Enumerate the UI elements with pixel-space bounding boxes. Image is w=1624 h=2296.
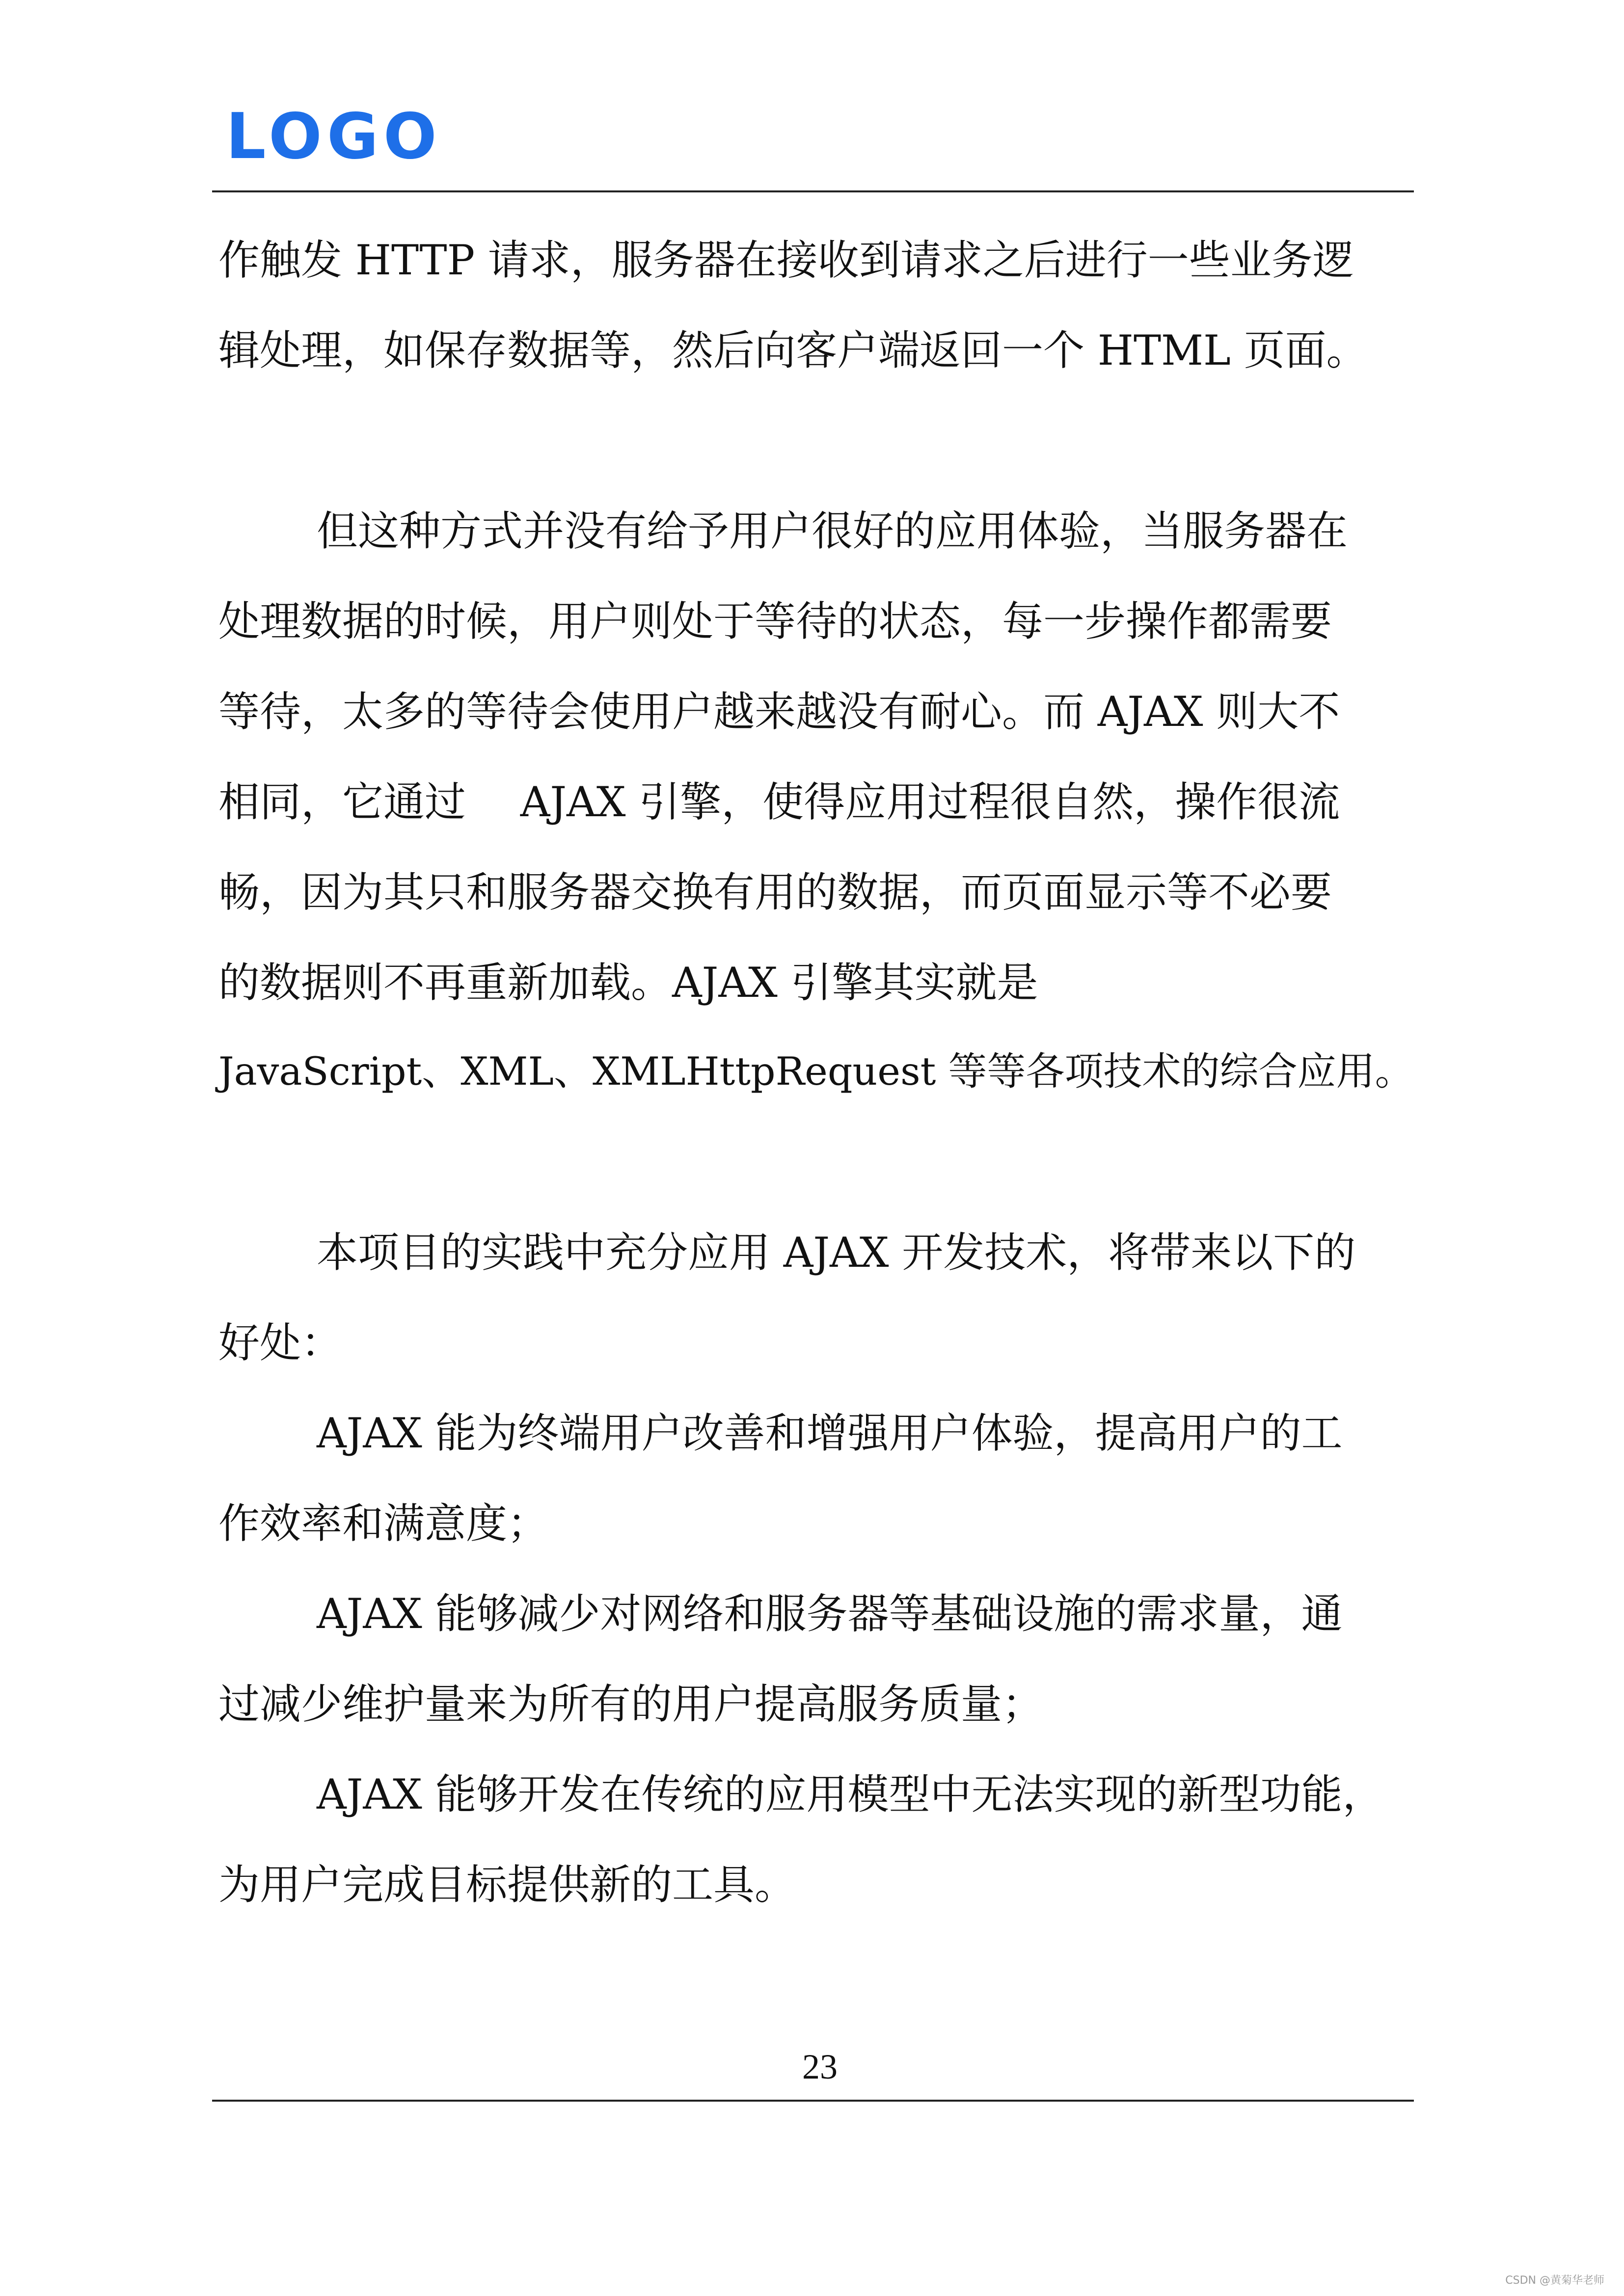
body-line-11: 好处：	[218, 1319, 343, 1367]
body-line-17: 为用户完成目标提供新的工具。	[218, 1861, 796, 1909]
body-line-7: 畅，因为其只和服务器交换有用的数据，而页面显示等不必要	[218, 868, 1332, 916]
page-number: 23	[802, 2047, 838, 2086]
body-line-8: 的数据则不再重新加载。AJAX 引擎其实就是	[218, 959, 1038, 1007]
body-line-1: 作触发 HTTP 请求，服务器在接收到请求之后进行一些业务逻	[218, 236, 1354, 284]
body-line-15: 过减少维护量来为所有的用户提高服务质量；	[218, 1680, 1044, 1728]
body-line-16: AJAX 能够开发在传统的应用模型中无法实现的新型功能，	[317, 1770, 1384, 1818]
body-line-13: 作效率和满意度；	[218, 1499, 549, 1548]
logo: LOGO	[226, 100, 442, 173]
body-line-12: AJAX 能为终端用户改善和增强用户体验，提高用户的工	[317, 1409, 1343, 1457]
header-divider	[212, 190, 1414, 192]
body-line-6: 相同，它通过 AJAX 引擎，使得应用过程很自然，操作很流	[218, 778, 1340, 826]
body-line-3: 但这种方式并没有给予用户很好的应用体验，当服务器在	[317, 507, 1348, 555]
body-line-14: AJAX 能够减少对网络和服务器等基础设施的需求量，通	[317, 1590, 1343, 1638]
body-line-9: JavaScript、XML、XMLHttpRequest 等等各项技术的综合应用。	[218, 1049, 1414, 1094]
body-line-4: 处理数据的时候，用户则处于等待的状态，每一步操作都需要	[218, 597, 1332, 645]
body-line-10: 本项目的实践中充分应用 AJAX 开发技术，将带来以下的	[317, 1228, 1356, 1277]
body-line-5: 等待，太多的等待会使用户越来越没有耐心。而 AJAX 则大不	[218, 688, 1340, 736]
footer-divider	[212, 2100, 1414, 2102]
watermark: CSDN @黄菊华老师	[1505, 2274, 1604, 2287]
body-line-2: 辑处理，如保存数据等，然后向客户端返回一个 HTML 页面。	[218, 326, 1368, 374]
